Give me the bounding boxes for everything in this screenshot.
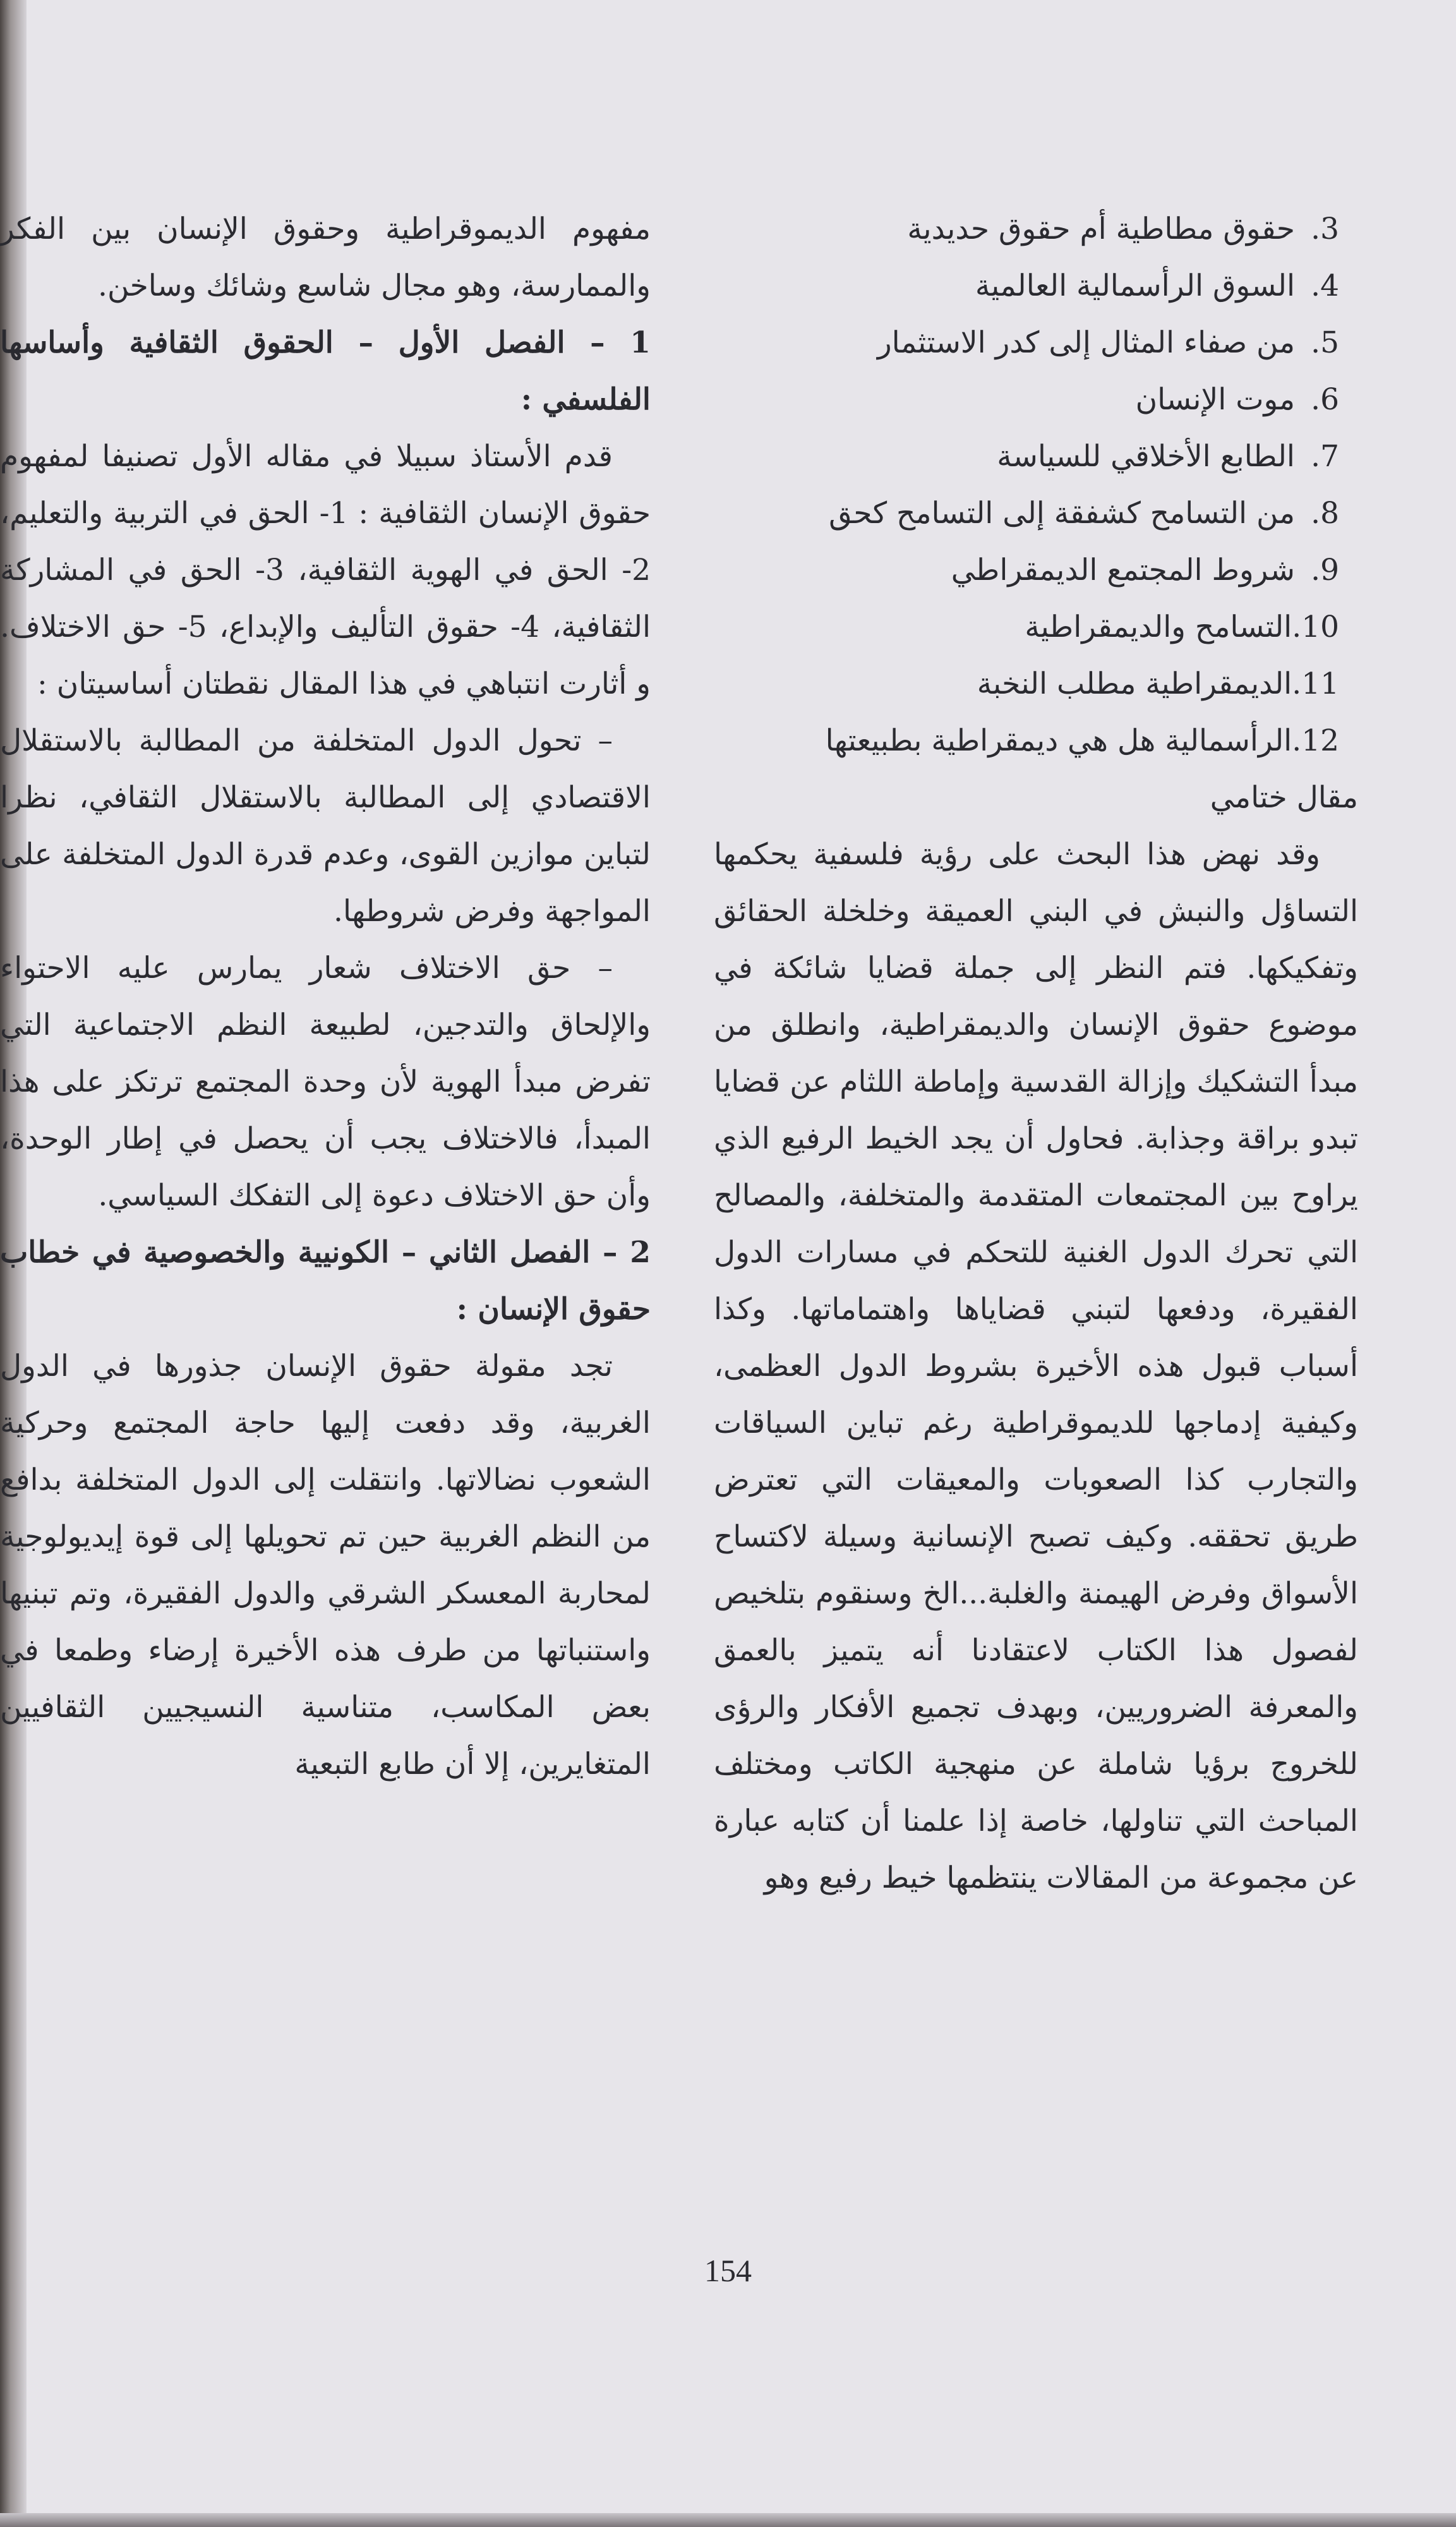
intro-paragraph: مفهوم الديموقراطية وحقوق الإنسان بين الفكر والممارسة، وهو مجال شاسع وشائك وساخن. (0, 212, 651, 303)
list-item (714, 201, 1358, 258)
list-item-text: شروط المجتمع الديمقراطي (951, 553, 1295, 588)
list-item (714, 485, 1358, 542)
right-column (714, 201, 1358, 1907)
list-item-number: 6. (1311, 382, 1339, 417)
list-item (714, 315, 1358, 371)
list-item (714, 258, 1358, 315)
list-item-number: 9. (1311, 553, 1339, 588)
list-item (714, 656, 1358, 713)
list-item-text: موت الإنسان (1135, 382, 1295, 417)
list-item-number: 11. (1292, 666, 1339, 701)
section-1-point-2: – حق الاختلاف شعار يمارس عليه الاحتواء والإلحاق والتدجين، لطبيعة النظم الاجتماعية التي تفرض مبدأ الهوية لأن وحدة المجتمع ترتكز على هذا المبدأ، فالاختلاف يجب أن يحصل في إطار الوحدة، وأن حق الاختلاف دعوة إلى التفكك السياسي. (0, 951, 651, 1213)
list-item-text: من التسامح كشفقة إلى التسامح كحق (829, 496, 1295, 531)
list-item-number: 7. (1311, 439, 1339, 474)
section-1-point-1: – تحول الدول المتخلفة من المطالبة بالاستقلال الاقتصادي إلى المطالبة بالاستقلال الثقافي، نظرا لتباين موازين القوى، وعدم قدرة الدول المتخلفة على المواجهة وفرض شروطها. (0, 723, 651, 929)
body-paragraph: وقد نهض هذا البحث على رؤية فلسفية يحكمها التساؤل والنبش في البني العميقة وخلخلة الحقائق وتفكيكها. فتم النظر إلى جملة قضايا شائكة في موضوع حقوق الإنسان والديمقراطية، وانطلق من مبدأ التشكيك وإزالة القدسية وإماطة اللثام عن قضايا تبدو براقة وجذابة. فحاول أن يجد الخيط الرفيع الذي يراوح بين المجتمعات المتقدمة والمتخلفة، والمصالح التي تحرك الدول الغنية للتحكم في مسارات الدول الفقيرة، ودفعها لتبني قضاياها واهتماماتها. وكذا أسباب قبول هذه الأخيرة بشروط الدول العظمى، وكيفية إدماجها للديموقراطية رغم تباين السياقات والتجارب كذا الصعوبات والمعيقات التي تعترض طريق تحققه. وكيف تصبح الإنسانية وسيلة لاكتساح الأسواق وفرض الهيمنة والغلبة...الخ وسنقوم بتلخيص لفصول هذا الكتاب لاعتقادنا أنه يتميز بالعمق والمعرفة الضروريين، وبهدف تجميع الأفكار والرؤى للخروج برؤيا شاملة عن منهجية الكاتب ومختلف المباحث التي تناولها، خاصة إذا علمنا أن كتابه عبارة عن مجموعة من المقالات ينتظمها خيط رفيع وهو (714, 837, 1358, 1895)
list-item (714, 371, 1358, 428)
section-1-paragraph: قدم الأستاذ سبيلا في مقاله الأول تصنيفا لمفهوم حقوق الإنسان الثقافية : 1- الحق في التربية والتعليم، 2- الحق في الهوية الثقافية، 3- الحق في المشاركة الثقافية، 4- حقوق التأليف والإبداع، 5- حق الاختلاف. و أثارت انتباهي في هذا المقال نقطتان أساسيتان : (0, 439, 651, 701)
list-item-text: من صفاء المثال إلى كدر الاستثمار (877, 325, 1295, 360)
left-column (0, 201, 651, 1793)
closing-essay-label: مقال ختامي (1210, 780, 1358, 815)
list-item (714, 428, 1358, 485)
list-item-text: حقوق مطاطية أم حقوق حديدية (907, 212, 1295, 246)
list-item (714, 599, 1358, 656)
chapter-list (714, 201, 1358, 769)
list-item-text: التسامح والديمقراطية (1025, 610, 1292, 644)
section-1-title: 1 – الفصل الأول – الحقوق الثقافية وأساسها الفلسفي : (0, 325, 651, 417)
section-2-paragraph: تجد مقولة حقوق الإنسان جذورها في الدول الغربية، وقد دفعت إليها حاجة المجتمع وحركية الشعوب نضالاتها. وانتقلت إلى الدول المتخلفة بدافع من النظم الغربية حين تم تحويلها إلى قوة إيديولوجية لمحاربة المعسكر الشرقي والدول الفقيرة، وتم تبنيها واستنباتها من طرف هذه الأخيرة إرضاء وطمعا في بعض المكاسب، متناسية النسيجيين الثقافيين المتغايرين، إلا أن طابع التبعية (0, 1349, 651, 1782)
list-item-number: 8. (1311, 496, 1339, 531)
list-item-number: 4. (1311, 268, 1339, 303)
list-item-text: السوق الرأسمالية العالمية (975, 268, 1295, 303)
list-item-number: 12. (1292, 723, 1339, 758)
list-item-text: الرأسمالية هل هي ديمقراطية بطبيعتها (825, 723, 1292, 758)
section-2-title: 2 – الفصل الثاني – الكونيية والخصوصية في خطاب حقوق الإنسان : (0, 1235, 651, 1327)
list-item (714, 713, 1358, 769)
list-item (714, 542, 1358, 599)
list-item-number: 3. (1311, 212, 1339, 246)
list-item-text: الطابع الأخلاقي للسياسة (997, 439, 1295, 474)
page-number: 154 (704, 2253, 752, 2288)
list-item-number: 10. (1292, 610, 1339, 644)
list-item-text: الديمقراطية مطلب النخبة (977, 666, 1292, 701)
page-bottom-edge (0, 2513, 1456, 2527)
list-item-number: 5. (1311, 325, 1339, 360)
